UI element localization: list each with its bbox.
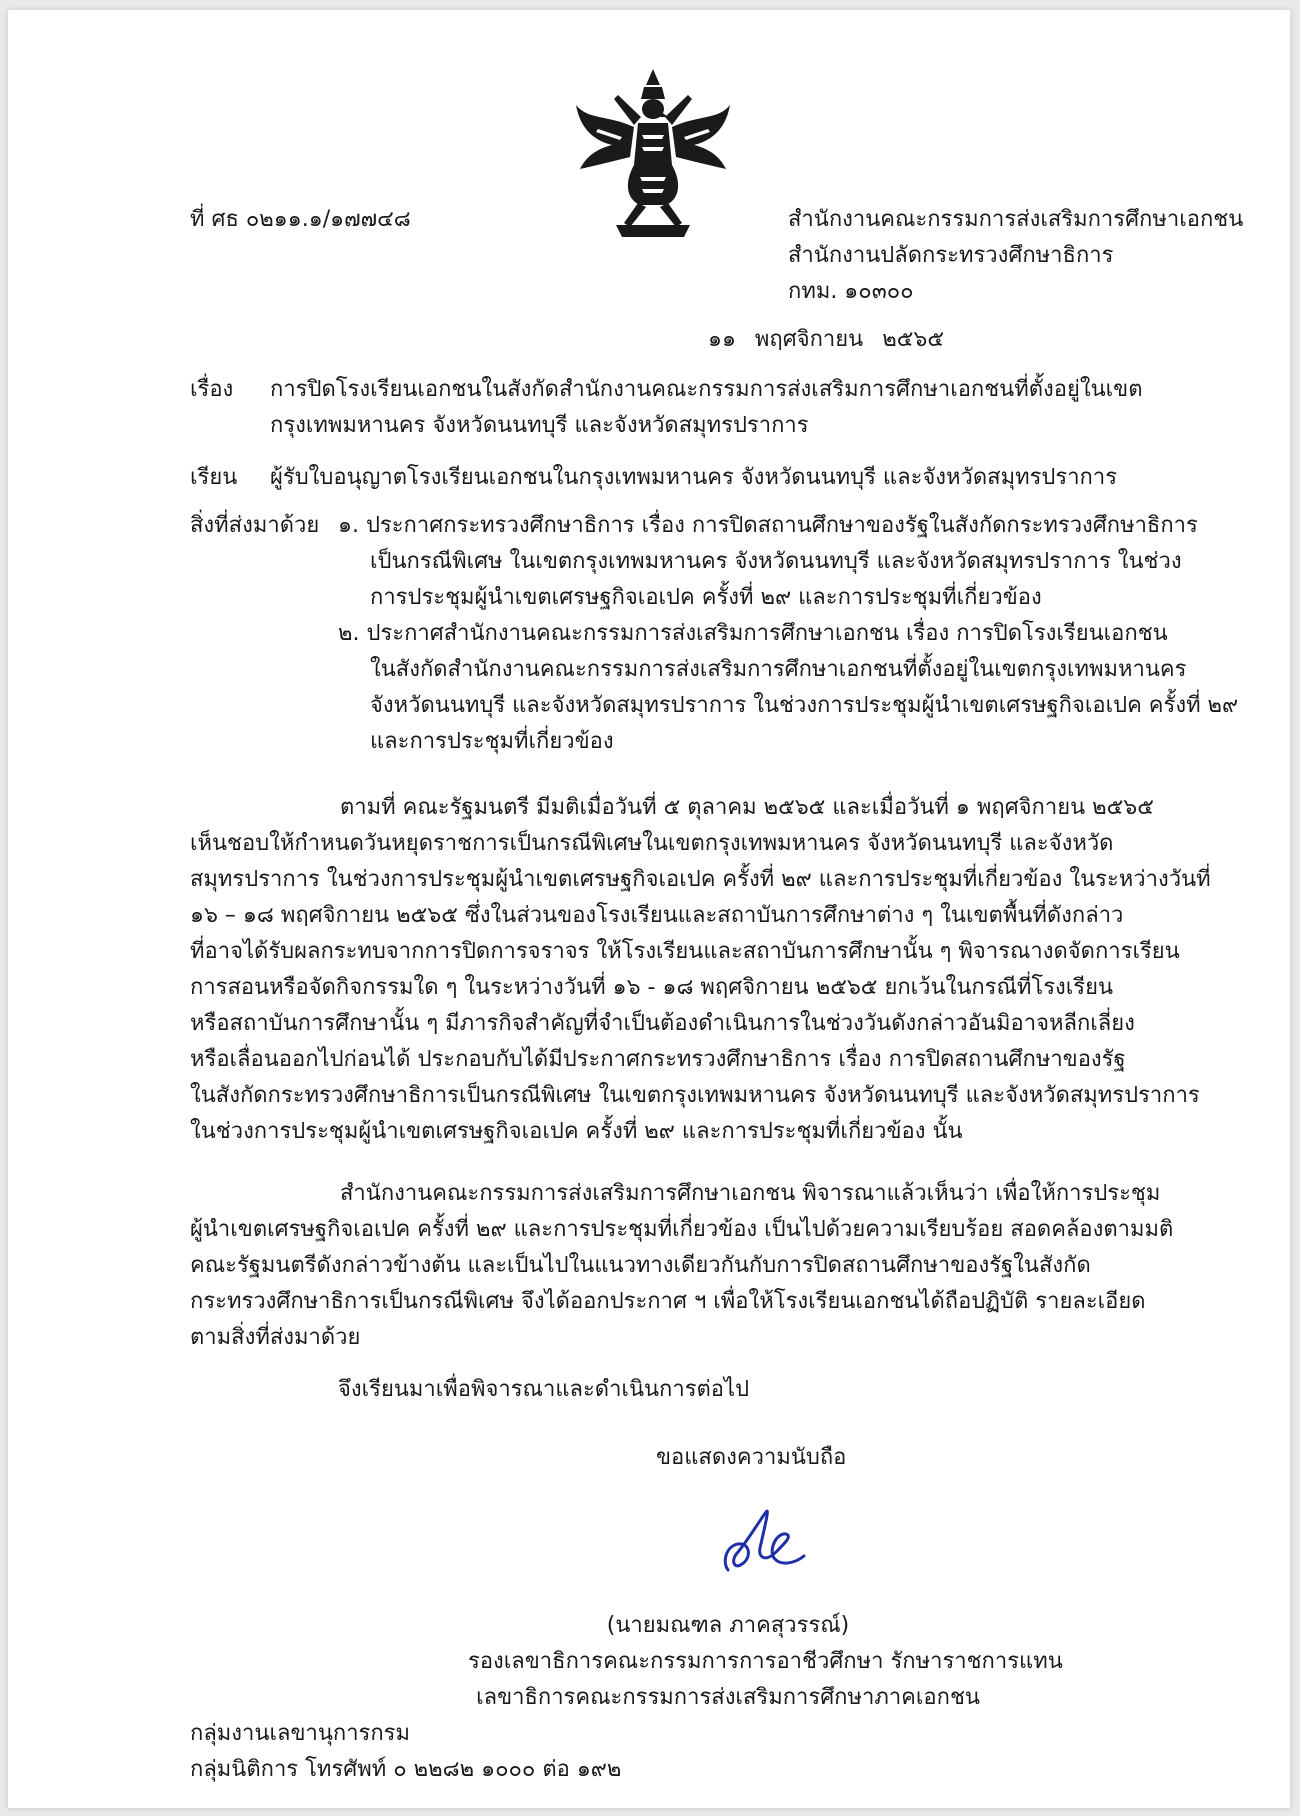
office-line: สำนักงานคณะกรรมการส่งเสริมการศึกษาเอกชน bbox=[788, 207, 1244, 232]
paragraph-line: ตามที่ คณะรัฐมนตรี มีมติเมื่อวันที่ ๕ ตุลาคม ๒๕๖๕ และเมื่อวันที่ ๑ พฤศจิกายน ๒๕๖๕ bbox=[340, 795, 1154, 820]
enclosure-line: การประชุมผู้นำเขตเศรษฐกิจเอเปค ครั้งที่ ๒๙ และการประชุมที่เกี่ยวข้อง bbox=[370, 585, 1042, 610]
office-line: กทม. ๑๐๓๐๐ bbox=[788, 279, 914, 304]
enclosure-line: ในสังกัดสำนักงานคณะกรรมการส่งเสริมการศึกษาเอกชนที่ตั้งอยู่ในเขตกรุงเทพมหานคร bbox=[370, 657, 1187, 682]
office-line: สำนักงานปลัดกระทรวงศึกษาธิการ bbox=[788, 243, 1114, 268]
paragraph-line: หรือสถาบันการศึกษานั้น ๆ มีภารกิจสำคัญที่จำเป็นต้องดำเนินการในช่วงวันดังกล่าวอันมิอาจหลีกเลี่ยง bbox=[190, 1011, 1135, 1036]
paragraph-line: สมุทรปราการ ในช่วงการประชุมผู้นำเขตเศรษฐกิจเอเปค ครั้งที่ ๒๙ และการประชุมที่เกี่ยวข้อง ในระหว่างวันที่ bbox=[190, 867, 1211, 892]
recipient-label: เรียน bbox=[190, 465, 238, 490]
enclosure-line: ๒. ประกาศสำนักงานคณะกรรมการส่งเสริมการศึกษาเอกชน เรื่อง การปิดโรงเรียนเอกชน bbox=[338, 621, 1168, 646]
office-address bbox=[788, 202, 1243, 310]
closing-sentence: จึงเรียนมาเพื่อพิจารณาและดำเนินการต่อไป bbox=[338, 1377, 750, 1402]
signer-name: (นายมณฑล ภาคสุวรรณ์) bbox=[606, 1613, 850, 1638]
handwritten-signature bbox=[708, 1500, 818, 1580]
signer-title: เลขาธิการคณะกรรมการส่งเสริมการศึกษาภาคเอกชน bbox=[476, 1685, 980, 1710]
body-paragraph-2 bbox=[190, 1176, 1173, 1356]
enclosure-line: จังหวัดนนทบุรี และจังหวัดสมุทรปราการ ในช่วงการประชุมผู้นำเขตเศรษฐกิจเอเปค ครั้งที่ ๒๙ bbox=[370, 693, 1239, 718]
paragraph-line: ตามสิ่งที่ส่งมาด้วย bbox=[190, 1325, 361, 1350]
paragraph-line: การสอนหรือจัดกิจกรรมใด ๆ ในระหว่างวันที่ ๑๖ - ๑๘ พฤศจิกายน ๒๕๖๕ ยกเว้นในกรณีที่โรงเรียน bbox=[190, 975, 1114, 1000]
enclosure-line: ๑. ประกาศกระทรวงศึกษาธิการ เรื่อง การปิดสถานศึกษาของรัฐในสังกัดกระทรวงศึกษาธิการ bbox=[338, 513, 1198, 538]
reference-number: ที่ ศธ ๐๒๑๑.๑/๑๗๗๔๘ bbox=[190, 207, 411, 232]
subject-label: เรื่อง bbox=[190, 377, 234, 402]
paragraph-line: สำนักงานคณะกรรมการส่งเสริมการศึกษาเอกชน พิจารณาแล้วเห็นว่า เพื่อให้การประชุม bbox=[340, 1181, 1161, 1206]
recipient-text: ผู้รับใบอนุญาตโรงเรียนเอกชนในกรุงเทพมหานคร จังหวัดนนทบุรี และจังหวัดสมุทรปราการ bbox=[270, 465, 1118, 490]
subject-line: การปิดโรงเรียนเอกชนในสังกัดสำนักงานคณะกรรมการส่งเสริมการศึกษาเอกชนที่ตั้งอยู่ในเขต bbox=[270, 377, 1143, 402]
paragraph-line: หรือเลื่อนออกไปก่อนได้ ประกอบกับได้มีประกาศกระทรวงศึกษาธิการ เรื่อง การปิดสถานศึกษาของรัฐ bbox=[190, 1047, 1126, 1072]
subject-line: กรุงเทพมหานคร จังหวัดนนทบุรี และจังหวัดสมุทรปราการ bbox=[270, 413, 809, 438]
enclosure-line: เป็นกรณีพิเศษ ในเขตกรุงเทพมหานคร จังหวัดนนทบุรี และจังหวัดสมุทรปราการ ในช่วง bbox=[370, 549, 1182, 574]
enclosure-list bbox=[338, 508, 1238, 760]
paragraph-line: ผู้นำเขตเศรษฐกิจเอเปค ครั้งที่ ๒๙ และการประชุมที่เกี่ยวข้อง เป็นไปด้วยความเรียบร้อย สอดคล้องตามมติ bbox=[190, 1217, 1174, 1242]
paragraph-line: กระทรวงศึกษาธิการเป็นกรณีพิเศษ จึงได้ออกประกาศ ฯ เพื่อให้โรงเรียนเอกชนได้ถือปฏิบัติ รายละเอียด bbox=[190, 1289, 1146, 1314]
body-paragraph-1 bbox=[190, 790, 1211, 1150]
footer-line: กลุ่มงานเลขานุการกรม bbox=[190, 1721, 410, 1746]
enclosure-line: และการประชุมที่เกี่ยวข้อง bbox=[370, 729, 614, 754]
footer-contact bbox=[190, 1716, 621, 1788]
paragraph-line: ในสังกัดกระทรวงศึกษาธิการเป็นกรณีพิเศษ ในเขตกรุงเทพมหานคร จังหวัดนนทบุรี และจังหวัดสมุทรปราการ bbox=[190, 1083, 1200, 1108]
enclosure-label: สิ่งที่ส่งมาด้วย bbox=[190, 513, 320, 538]
garuda-emblem-icon bbox=[568, 65, 738, 240]
paragraph-line: ๑๖ – ๑๘ พฤศจิกายน ๒๕๖๕ ซึ่งในส่วนของโรงเรียนและสถาบันการศึกษาต่าง ๆ ในเขตพื้นที่ดังกล่าว bbox=[190, 903, 1124, 928]
complimentary-close: ขอแสดงความนับถือ bbox=[656, 1445, 847, 1470]
subject-text bbox=[270, 372, 1142, 444]
paragraph-line: ที่อาจได้รับผลกระทบจากการปิดการจราจร ให้โรงเรียนและสถาบันการศึกษานั้น ๆ พิจารณางดจัดการเรียน bbox=[190, 939, 1180, 964]
paragraph-line: เห็นชอบให้กำหนดวันหยุดราชการเป็นกรณีพิเศษในเขตกรุงเทพมหานคร จังหวัดนนทบุรี และจังหวัด bbox=[190, 831, 1114, 856]
paragraph-line: ในช่วงการประชุมผู้นำเขตเศรษฐกิจเอเปค ครั้งที่ ๒๙ และการประชุมที่เกี่ยวข้อง นั้น bbox=[190, 1119, 963, 1144]
signer-title: รองเลขาธิการคณะกรรมการการอาชีวศึกษา รักษาราชการแทน bbox=[468, 1649, 1063, 1674]
letter-date: ๑๑ พฤศจิกายน ๒๕๖๕ bbox=[708, 327, 944, 352]
footer-line: กลุ่มนิติการ โทรศัพท์ ๐ ๒๒๘๒ ๑๐๐๐ ต่อ ๑๙๒ bbox=[190, 1757, 622, 1782]
paragraph-line: คณะรัฐมนตรีดังกล่าวข้างต้น และเป็นไปในแนวทางเดียวกันกับการปิดสถานศึกษาของรัฐในสังกัด bbox=[190, 1253, 1091, 1278]
letter-page bbox=[8, 10, 1290, 1808]
signer-block bbox=[468, 1608, 1063, 1716]
